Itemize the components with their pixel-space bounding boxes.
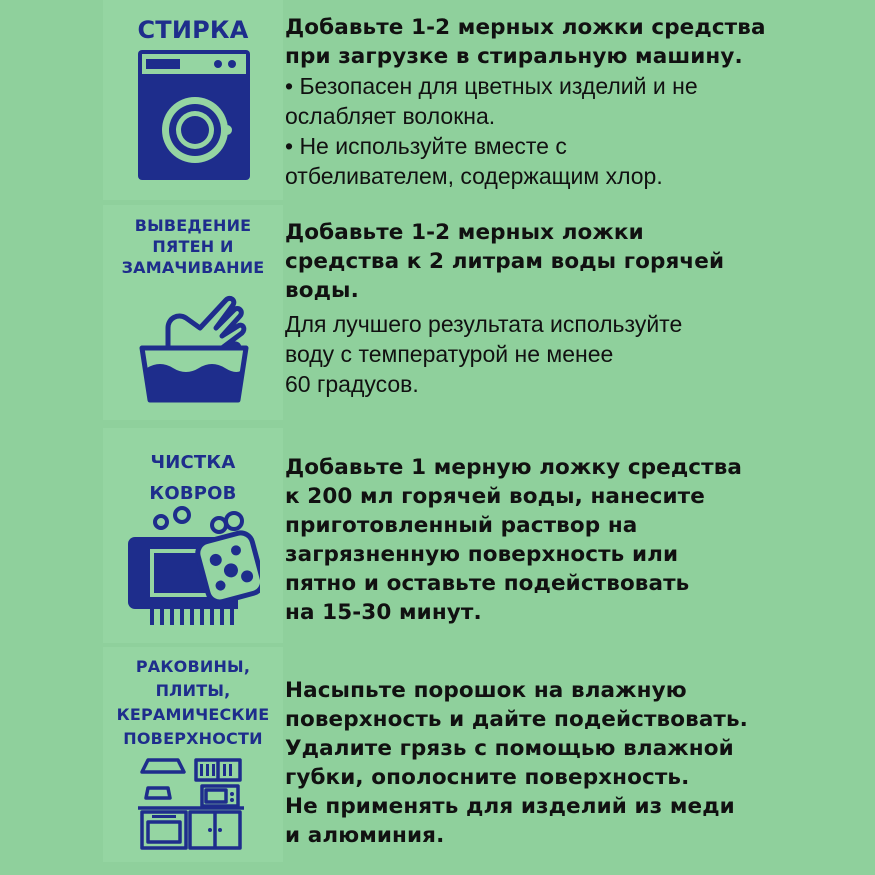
text-line: загрязненную поверхность или [285, 542, 679, 567]
stains-label [103, 215, 283, 278]
text-line: приготовленный раствор на [285, 513, 638, 538]
text-line: и алюминия. [285, 823, 445, 848]
text-line: средства к 2 литрам воды горячей [285, 249, 725, 274]
text-line: Насыпьте порошок на влажную [285, 678, 687, 703]
text-line: губки, ополосните поверхность. [285, 765, 690, 790]
stains-label-line: ВЫВЕДЕНИЕ [134, 216, 252, 235]
text-line: Удалите грязь с помощью влажной [285, 736, 734, 761]
kitchen-label [103, 655, 283, 751]
text-line: 60 градусов. [285, 371, 419, 397]
kitchen-label-line: ПОВЕРХНОСТИ [123, 729, 263, 748]
text-line: ослабляет волокна. [285, 103, 496, 129]
stains-text [285, 218, 870, 399]
carpet-label [103, 447, 283, 509]
text-line: Не применять для изделий из меди [285, 794, 735, 819]
carpet-text [285, 453, 870, 627]
text-line: при загрузке в стиральную машину. [285, 44, 743, 69]
hand-in-basin-icon [138, 288, 250, 403]
washing-text [285, 13, 870, 191]
text-line: Для лучшего результата используйте [285, 311, 683, 337]
text-line: Добавьте 1-2 мерных ложки средства [285, 15, 766, 40]
kitchen-label-line: КЕРАМИЧЕСКИЕ [116, 705, 270, 724]
text-line: на 15-30 минут. [285, 600, 482, 625]
stains-label-line: ПЯТЕН И [152, 237, 234, 256]
washing-label-line: СТИРКА [137, 16, 249, 44]
kitchen-label-line: ПЛИТЫ, [155, 681, 231, 700]
text-line: отбеливателем, содержащим хлор. [285, 163, 663, 189]
carpet-label-line: КОВРОВ [149, 483, 237, 504]
kitchen-label-line: РАКОВИНЫ, [135, 657, 251, 676]
text-line: пятно и оставьте подействовать [285, 571, 690, 596]
kitchen-icon [138, 758, 244, 850]
kitchen-text [285, 676, 870, 850]
washing-label [103, 15, 283, 45]
text-line: к 200 мл горячей воды, нанесите [285, 484, 705, 509]
text-line: воду с температурой не менее [285, 341, 614, 367]
stains-label-line: ЗАМАЧИВАНИЕ [121, 258, 265, 277]
carpet-sponge-icon [128, 505, 260, 630]
text-line: • Безопасен для цветных изделий и не [285, 73, 698, 99]
text-line: воды. [285, 278, 359, 303]
text-line: Добавьте 1 мерную ложку средства [285, 455, 743, 480]
washing-machine-icon [138, 50, 250, 180]
text-line: • Не используйте вместе с [285, 133, 567, 159]
text-line: Добавьте 1-2 мерных ложки [285, 220, 644, 245]
text-line: поверхность и дайте подействовать. [285, 707, 748, 732]
carpet-label-line: ЧИСТКА [150, 452, 236, 473]
